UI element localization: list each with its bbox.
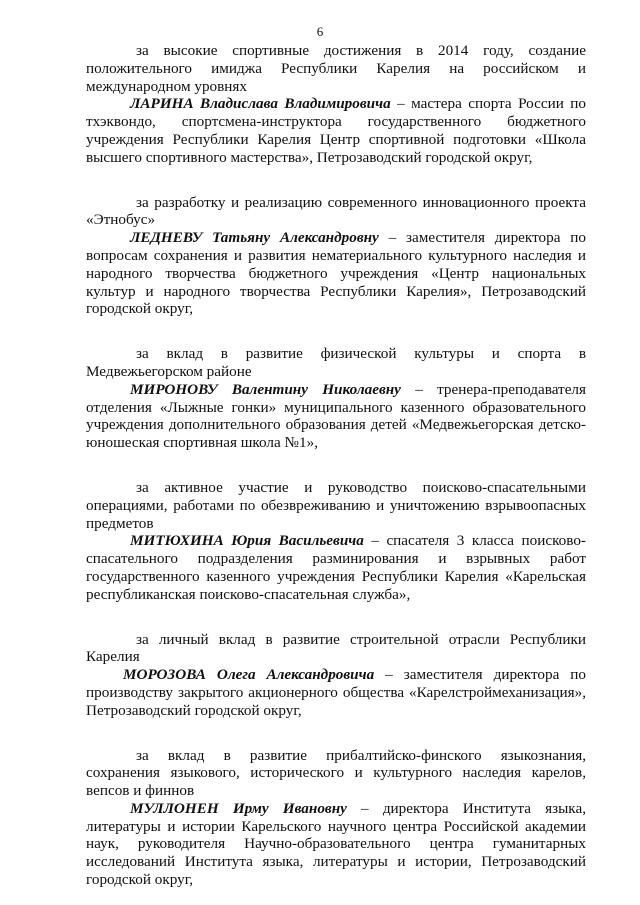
award-reason: за вклад в развитие физической культуры и спорта в Медвежьегорском районе xyxy=(86,345,586,380)
award-reason: за высокие спортивные достижения в 2014 году, создание положительного имиджа Республики Карелия на российском и международном уровнях xyxy=(86,42,586,95)
award-entry xyxy=(86,345,586,452)
award-reason: за вклад в развитие прибалтийско-финского языкознания, сохранения языкового, исторического и культурного наследия карелов, вепсов и финнов xyxy=(86,746,586,800)
awardee-name: МОРОЗОВА Олега Александровича xyxy=(123,666,375,684)
awardee-description: – директора Института языка, литературы и истории Карельского научного центра Российской академии наук, руководителя Научно-образовательного центра гуманитарных исследований Института языка, литературы и истории, Петрозаводский городской округ, xyxy=(86,799,586,889)
page-number: 6 xyxy=(316,24,324,39)
awardee-paragraph xyxy=(86,381,586,452)
awardee-description: – заместителя директора по производству закрытого акционерного общества «Карелстроймеханизация», Петрозаводский городской округ, xyxy=(86,666,587,719)
awardee-paragraph xyxy=(86,229,586,318)
award-reason: за личный вклад в развитие строительной отрасли Республики Карелия xyxy=(86,630,586,666)
award-entry xyxy=(86,747,586,889)
award-reason: за активное участие и руководство поисково-спасательными операциями, работами по обезвреживанию и уничтожению взрывоопасных предметов xyxy=(86,478,586,532)
award-entry xyxy=(86,42,586,167)
award-entry xyxy=(86,479,586,604)
document-body xyxy=(86,42,586,889)
award-entry xyxy=(86,194,586,319)
awardee-name: МИРОНОВУ Валентину Николаевну xyxy=(130,380,401,398)
awardee-paragraph xyxy=(86,532,586,603)
awardee-paragraph xyxy=(86,666,586,719)
awardee-paragraph xyxy=(86,800,586,889)
awardee-description: – заместителя директора по вопросам сохранения и развития нематериального культурного наследия и народного творчества бюджетного учреждения «Центр национальных культур и народного творчества Республики Карелия», Петрозаводский городской округ, xyxy=(86,229,586,318)
awardee-paragraph xyxy=(86,95,586,166)
awardee-name: МИТЮХИНА Юрия Васильевича xyxy=(130,532,364,550)
awardee-description: – тренера-преподавателя отделения «Лыжные гонки» муниципального казенного образовательного учреждения дополнительного образования детей «Медвежьегорская детско-юношеская спортивная школа №1», xyxy=(86,380,586,452)
awardee-name: ЛЕДНЕВУ Татьяну Александровну xyxy=(130,229,379,247)
awardee-description: – мастера спорта России по тхэквондо, спортсмена-инструктора государственного бюджетного учреждения Республики Карелия Центр спортивной подготовки «Школа высшего спортивного мастерства», Петрозаводский городской округ, xyxy=(86,95,586,166)
award-reason: за разработку и реализацию современного инновационного проекта «Этнобус» xyxy=(86,193,586,229)
award-entry xyxy=(86,631,586,720)
awardee-name: ЛАРИНА Владислава Владимировича xyxy=(130,95,391,113)
awardee-description: – спасателя 3 класса поисково-спасательного подразделения разминирования и взрывных работ государственного казенного учреждения Республики Карелия «Карельская республиканская поисково-спасательная служба», xyxy=(86,532,586,603)
awardee-name: МУЛЛОНЕН Ирму Ивановну xyxy=(130,799,347,817)
